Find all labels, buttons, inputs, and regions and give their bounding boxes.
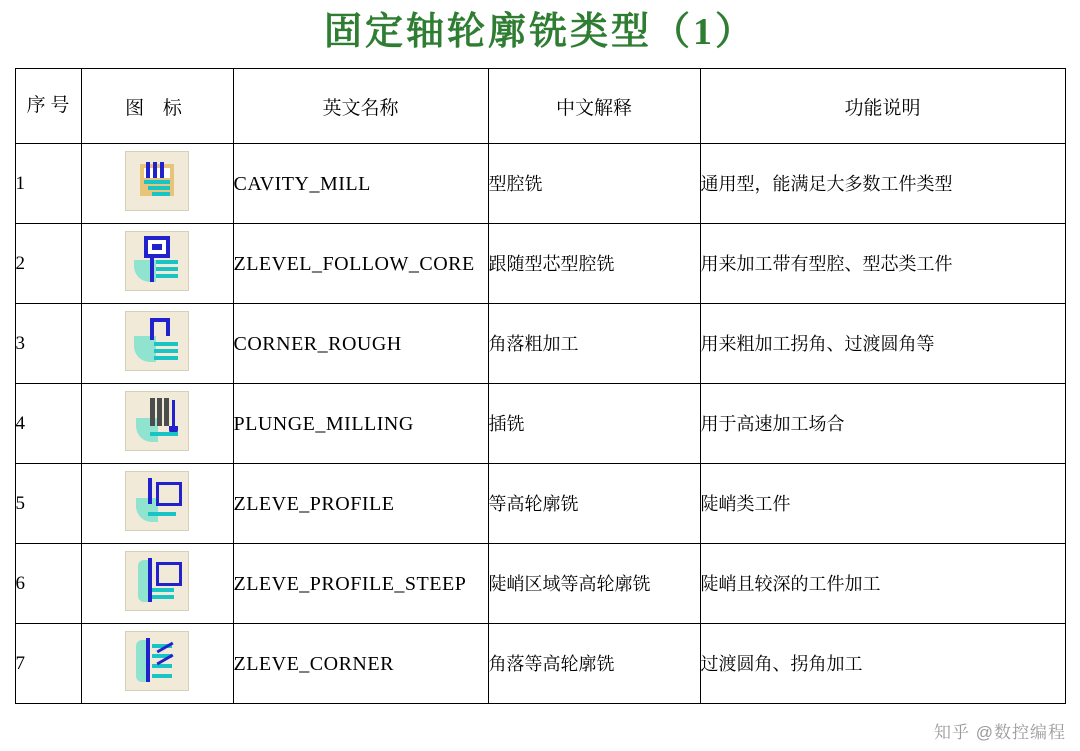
row-description: 通用型，能满足大多数工件类型: [700, 144, 1065, 224]
row-chinese: 型腔铣: [488, 144, 700, 224]
zleve-corner-icon: [125, 631, 189, 691]
plunge-milling-icon: [125, 391, 189, 451]
table-row: [15, 544, 1065, 624]
row-english: CAVITY_MILL: [233, 144, 488, 224]
row-english: ZLEVEL_FOLLOW_CORE: [233, 224, 488, 304]
row-chinese: 角落等高轮廓铣: [488, 624, 700, 704]
row-no: 2: [15, 224, 81, 304]
row-no: 4: [15, 384, 81, 464]
row-no: 3: [15, 304, 81, 384]
row-english: ZLEVE_PROFILE: [233, 464, 488, 544]
row-description: 陡峭类工件: [700, 464, 1065, 544]
header-english: 英文名称: [233, 69, 488, 144]
table-header-row: [15, 69, 1065, 144]
row-no: 5: [15, 464, 81, 544]
zleve-profile-steep-icon: [125, 551, 189, 611]
row-description: 用来粗加工拐角、过渡圆角等: [700, 304, 1065, 384]
row-chinese: 陡峭区域等高轮廓铣: [488, 544, 700, 624]
header-icon: 图 标: [81, 69, 233, 144]
row-english: ZLEVE_CORNER: [233, 624, 488, 704]
zleve-profile-icon: [125, 471, 189, 531]
header-description: 功能说明: [700, 69, 1065, 144]
row-chinese: 跟随型芯型腔铣: [488, 224, 700, 304]
row-chinese: 等高轮廓铣: [488, 464, 700, 544]
row-icon-cell: [81, 304, 233, 384]
corner-rough-icon: [125, 311, 189, 371]
row-description: 过渡圆角、拐角加工: [700, 624, 1065, 704]
row-icon-cell: [81, 544, 233, 624]
zlevel-follow-core-icon: [125, 231, 189, 291]
row-icon-cell: [81, 624, 233, 704]
row-icon-cell: [81, 224, 233, 304]
table-row: [15, 384, 1065, 464]
table-row: [15, 464, 1065, 544]
watermark: [934, 718, 1066, 743]
row-chinese: 插铣: [488, 384, 700, 464]
row-no: 1: [15, 144, 81, 224]
table-row: [15, 224, 1065, 304]
header-no: 序 号: [15, 69, 81, 144]
header-chinese: 中文解释: [488, 69, 700, 144]
row-icon-cell: [81, 384, 233, 464]
row-icon-cell: [81, 464, 233, 544]
table-row: [15, 624, 1065, 704]
row-description: 用来加工带有型腔、型芯类工件: [700, 224, 1065, 304]
row-no: 7: [15, 624, 81, 704]
row-description: 陡峭且较深的工件加工: [700, 544, 1065, 624]
row-icon-cell: [81, 144, 233, 224]
table-row: [15, 304, 1065, 384]
table-row: [15, 144, 1065, 224]
watermark-text: 知乎 @数控编程: [934, 723, 1066, 742]
row-english: ZLEVE_PROFILE_STEEP: [233, 544, 488, 624]
milling-types-table: [15, 68, 1066, 704]
row-english: CORNER_ROUGH: [233, 304, 488, 384]
row-chinese: 角落粗加工: [488, 304, 700, 384]
cavity-mill-icon: [125, 151, 189, 211]
row-description: 用于高速加工场合: [700, 384, 1065, 464]
row-english: PLUNGE_MILLING: [233, 384, 488, 464]
row-no: 6: [15, 544, 81, 624]
page-title: 固定轴轮廓铣类型（1）: [323, 11, 756, 53]
